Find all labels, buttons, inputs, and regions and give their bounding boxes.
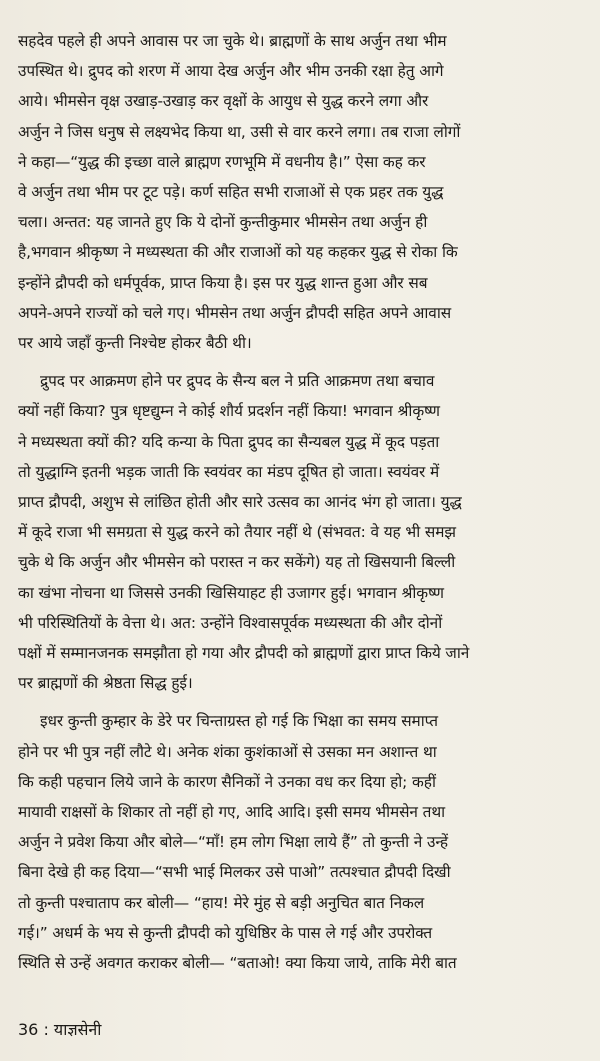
text-line: मायावी राक्षसों के शिकार तो नहीं हो गए, आदि आदि। इसी समय भीमसेन तथा [18,803,446,822]
text-line: कि कही पहचान लिये जाने के कारण सैनिकों ने उनका वध कर दिया हो; कहीं [18,772,436,791]
text-line: का खंभा नोचना था जिससे उनकी खिसियाहट ही उजागर हुई। भगवान श्रीकृष्ण [18,583,444,602]
paragraph-2 [18,366,584,698]
text-line: है,भगवान श्रीकृष्ण ने मध्यस्थता की और राजाओं को यह कहकर युद्ध से रोका कि [18,243,458,262]
page-body [18,26,584,986]
paragraph-3 [18,706,584,978]
text-line: वे अर्जुन तथा भीम पर टूट पड़े। कर्ण सहित सभी राजाओं से एक प्रहर तक युद्ध [18,183,444,202]
text-line: में कूदे राजा भी समग्रता से युद्ध करने को तैयार नहीं थे (संभवत: वे यह भी समझ [18,523,456,542]
text-line: द्रुपद पर आक्रमण होने पर द्रुपद के सैन्य बल ने प्रति आक्रमण तथा बचाव [40,372,435,391]
text-line: पर आये जहाँ कुन्ती निश्चेष्ट होकर बैठी थी। [18,334,252,353]
text-line: ने कहा—“युद्ध की इच्छा वाले ब्राह्मण रणभूमि में वधनीय है।” ऐसा कह कर [18,152,426,171]
text-line: ने मध्यस्थता क्यों की? यदि कन्या के पिता द्रुपद का सैन्यबल युद्ध में कूद पड़ता [18,432,440,451]
text-line: चुके थे कि अर्जुन और भीमसेन को परास्त न कर सकेंगे) यह तो खिसयानी बिल्ली [18,553,456,572]
text-line: तो कुन्ती पश्चाताप कर बोली— “हाय! मेरे मुंह से बड़ी अनुचित बात निकल [18,893,425,912]
text-line: प्राप्त द्रौपदी, अशुभ से लांछित होती और सारे उत्सव का आनंद भंग हो जाता। युद्ध [18,493,462,512]
text-line: तो युद्धाग्नि इतनी भड़क जाती कि स्वयंवर का मंडप दूषित हो जाता। स्वयंवर में [18,462,440,481]
text-line: इधर कुन्ती कुम्हार के डेरे पर चिन्ताग्रस्त हो गई कि भिक्षा का समय समाप्त [40,712,438,731]
text-line: बिना देखे ही कह दिया—“सभी भाई मिलकर उसे पाओ” तत्पश्चात द्रौपदी दिखी [18,863,451,882]
text-line: होने पर भी पुत्र नहीं लौटे थे। अनेक शंका कुशंकाओं से उसका मन अशान्त था [18,742,437,761]
text-line: अपने-अपने राज्यों को चले गए। भीमसेन तथा अर्जुन द्रौपदी सहित अपने आवास [18,303,452,322]
text-line: इन्होंने द्रौपदी को धर्मपूर्वक, प्राप्त किया है। इस पर युद्ध शान्त हुआ और सब [18,273,428,292]
text-line: चला। अन्तत: यह जानते हुए कि ये दोनों कुन्तीकुमार भीमसेन तथा अर्जुन ही [18,213,428,232]
paragraph-1 [18,26,584,358]
text-line: भी परिस्थितियों के वेत्ता थे। अत: उन्होंने विश्वासपूर्वक मध्यस्थता की और दोनों [18,613,443,632]
text-line: पक्षों में सम्मानजनक समझौता हो गया और द्रौपदी को ब्राह्मणों द्वारा प्राप्त किये जाने [18,644,470,663]
text-line: उपस्थित थे। द्रुपद को शरण में आया देख अर्जुन और भीम उनकी रक्षा हेतु आगे [18,62,444,81]
text-line: पर ब्राह्मणों की श्रेष्ठता सिद्ध हुई। [18,674,193,693]
text-line: गई।” अधर्म के भय से कुन्ती द्रौपदी को युधिष्ठिर के पास ले गई और उपरोक्त [18,923,433,942]
text-line: स्थिति से उन्हें अवगत कराकर बोली— “बताओ! क्या किया जाये, ताकि मेरी बात [18,954,457,973]
text-line: अर्जुन ने जिस धनुष से लक्ष्यभेद किया था, उसी से वार करने लगा। तब राजा लोगों [18,122,461,141]
text-line: क्यों नहीं किया? पुत्र धृष्टद्युम्न ने कोई शौर्य प्रदर्शन नहीं किया! भगवान श्रीकृष्ण [18,402,440,421]
text-line: सहदेव पहले ही अपने आवास पर जा चुके थे। ब्राह्मणों के साथ अर्जुन तथा भीम [18,32,447,50]
text-line: आये। भीमसेन वृक्ष उखाड़-उखाड़ कर वृक्षों के आयुध से युद्ध करने लगा और [18,92,429,111]
page-footer: 36 : याज्ञसेनी [18,1020,102,1039]
text-line: अर्जुन ने प्रवेश किया और बोले—“माँ! हम लोग भिक्षा लाये हैं” तो कुन्ती ने उन्हें [18,833,448,852]
